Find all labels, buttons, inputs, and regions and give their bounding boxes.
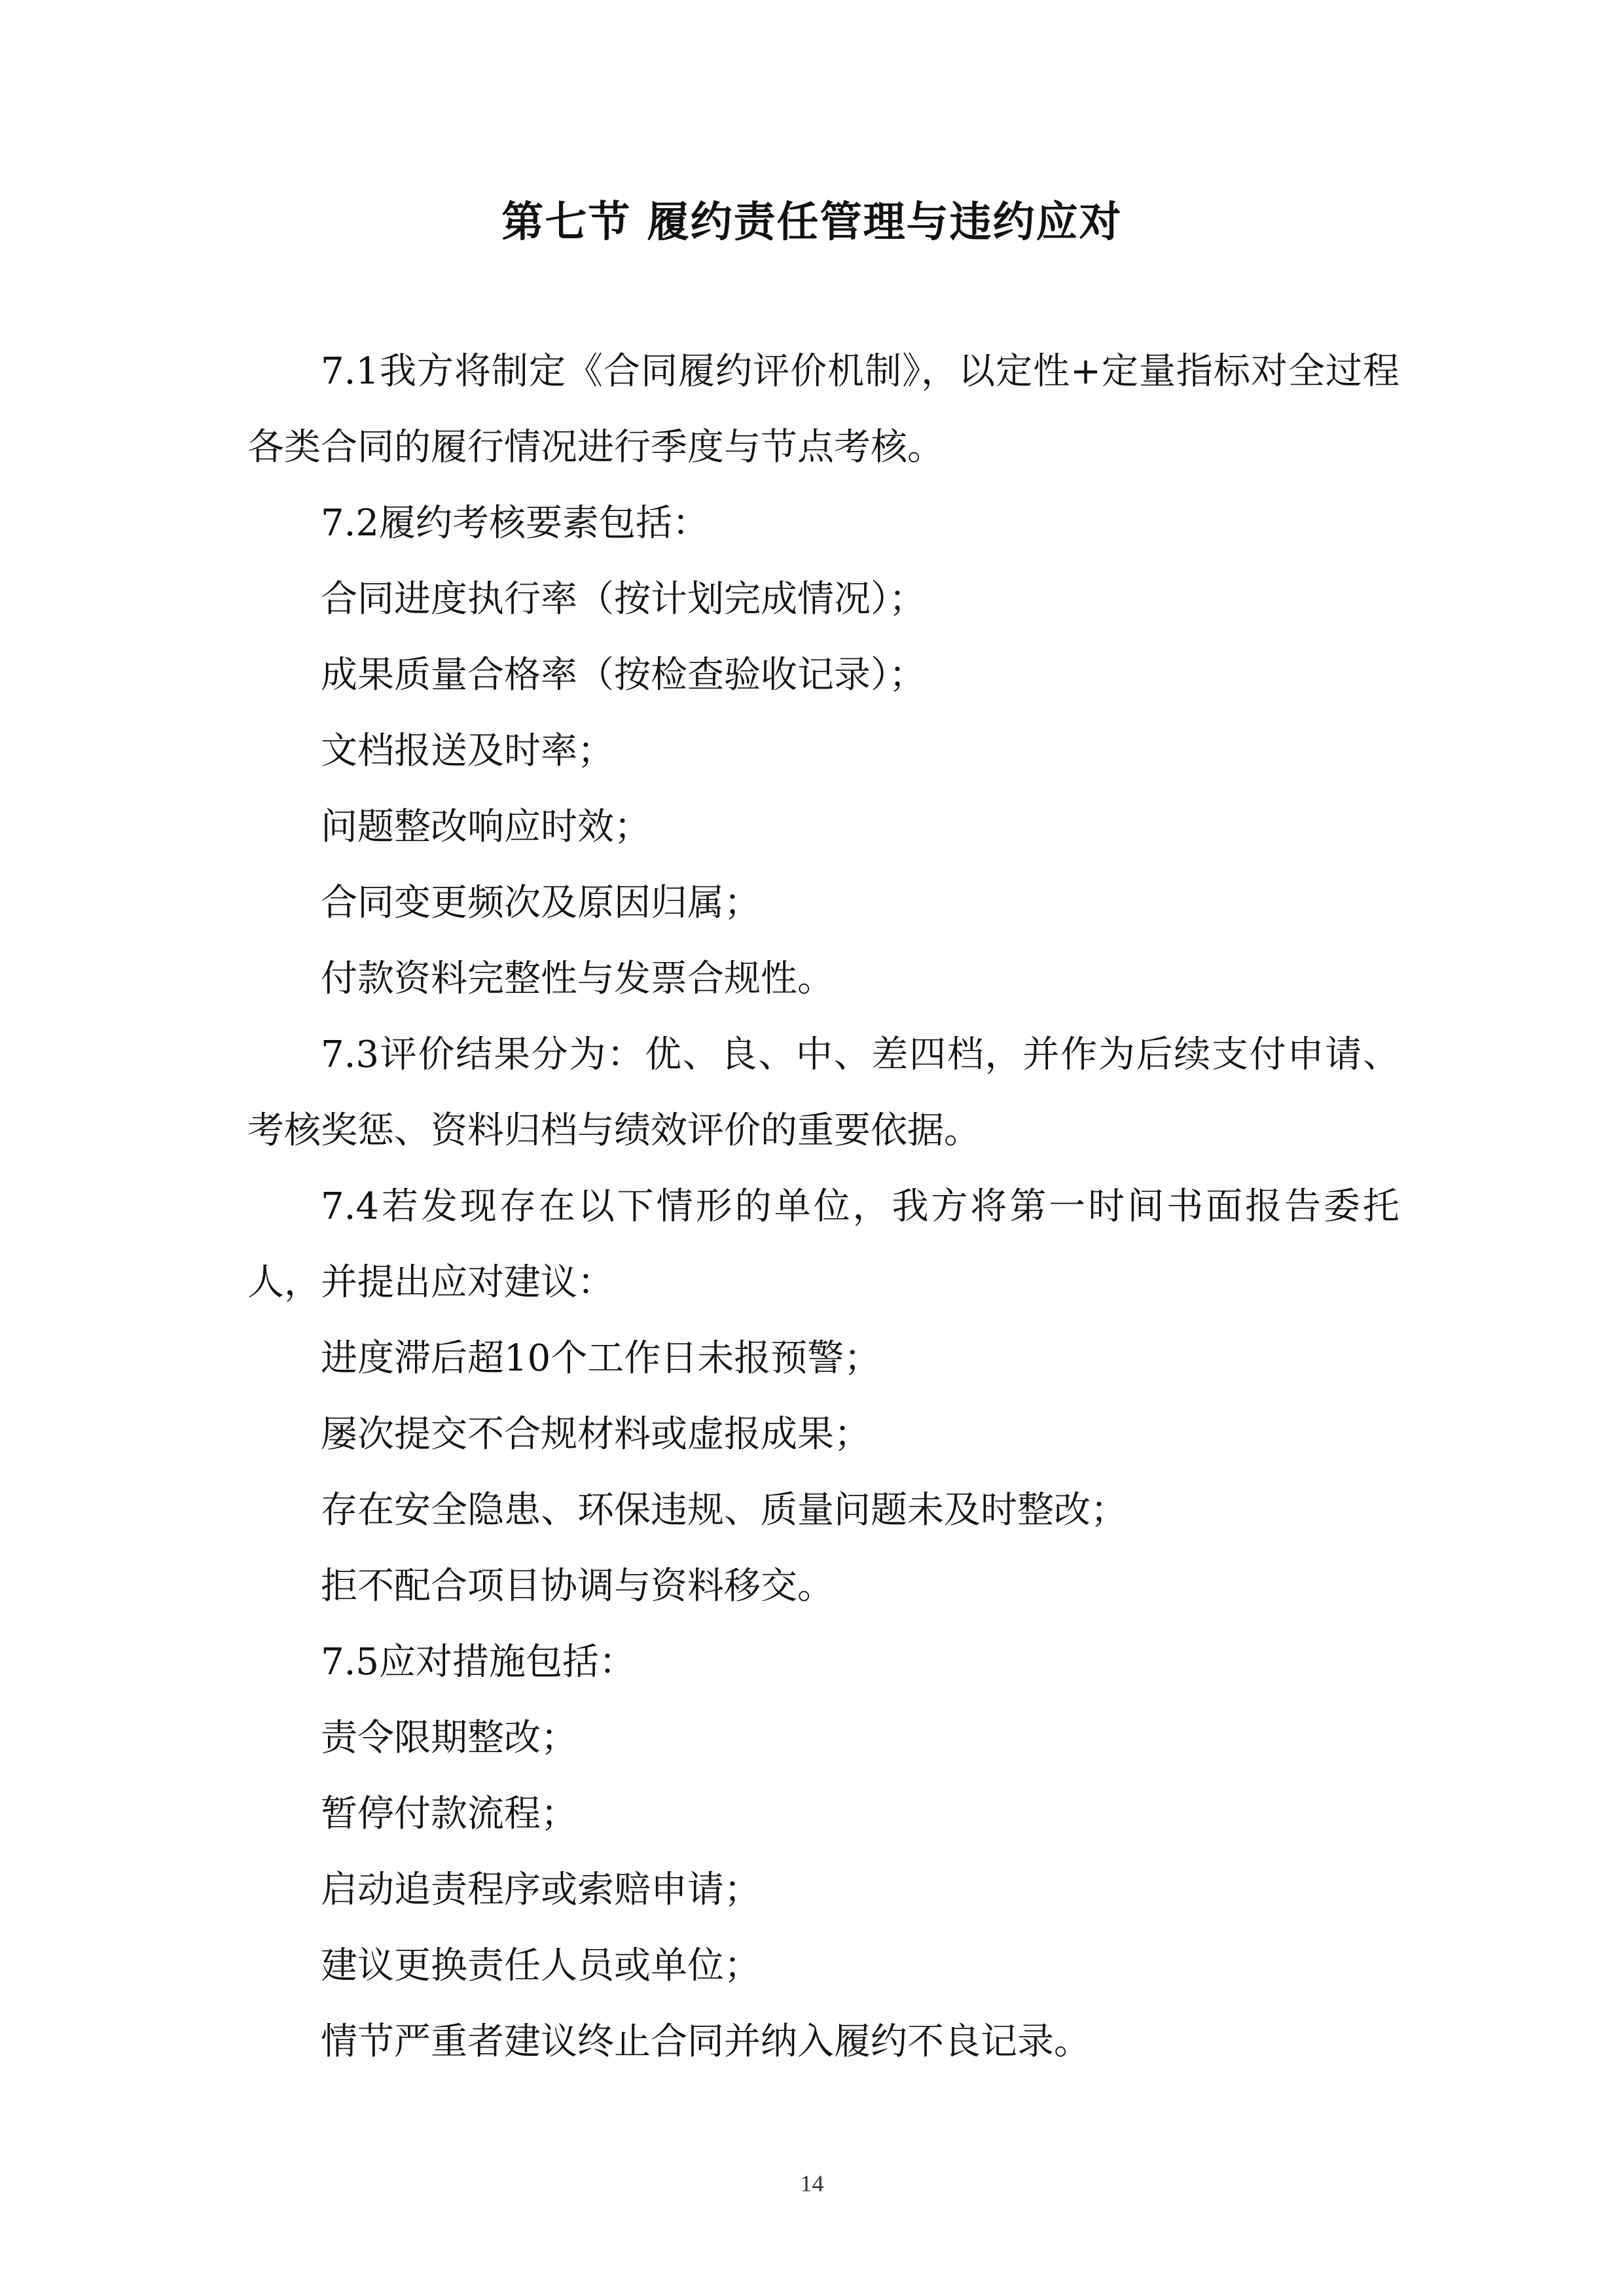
list-item: 屡次提交不合规材料或虚报成果； [321, 1413, 871, 1456]
list-item: 问题整改响应时效； [321, 806, 651, 848]
list-item: 责令限期整改； [321, 1717, 577, 1759]
paragraph-7-3: 7.3评价结果分为：优、良、中、差四档，并作为后续支付申请、考核奖惩、资料归档与绩效评价的重要依据。 [247, 1033, 1399, 1152]
list-item: 启动追责程序或索赔申请； [321, 1869, 761, 1911]
list-item: 暂停付款流程； [321, 1793, 577, 1835]
paragraph-7-4: 7.4若发现存在以下情形的单位，我方将第一时间书面报告委托人，并提出应对建议： [247, 1185, 1399, 1304]
list-item: 成果质量合格率（按检查验收记录）； [321, 654, 926, 696]
paragraph-7-1: 7.1我方将制定《合同履约评价机制》，以定性+定量指标对全过程各类合同的履行情况进行季度与节点考核。 [247, 350, 1399, 469]
list-item: 存在安全隐患、环保违规、质量问题未及时整改； [321, 1489, 1127, 1532]
list-item: 付款资料完整性与发票合规性。 [321, 958, 834, 1000]
list-item: 建议更换责任人员或单位； [321, 1945, 761, 1987]
list-item: 文档报送及时率； [321, 730, 614, 772]
document-body [247, 334, 1399, 2080]
section-title: 第七节 履约责任管理与违约应对 [501, 198, 1123, 247]
list-item: 情节严重者建议终止合同并纳入履约不良记录。 [321, 2020, 1091, 2063]
paragraph-7-2: 7.2履约考核要素包括： [321, 502, 710, 545]
list-item: 拒不配合项目协调与资料移交。 [321, 1565, 834, 1607]
paragraph-7-5: 7.5应对措施包括： [321, 1641, 636, 1683]
list-item: 进度滞后超10个工作日未报预警； [321, 1337, 881, 1380]
list-item: 合同变更频次及原因归属； [321, 882, 761, 924]
page-number: 14 [800, 2170, 824, 2197]
list-item: 合同进度执行率（按计划完成情况）； [321, 578, 926, 620]
